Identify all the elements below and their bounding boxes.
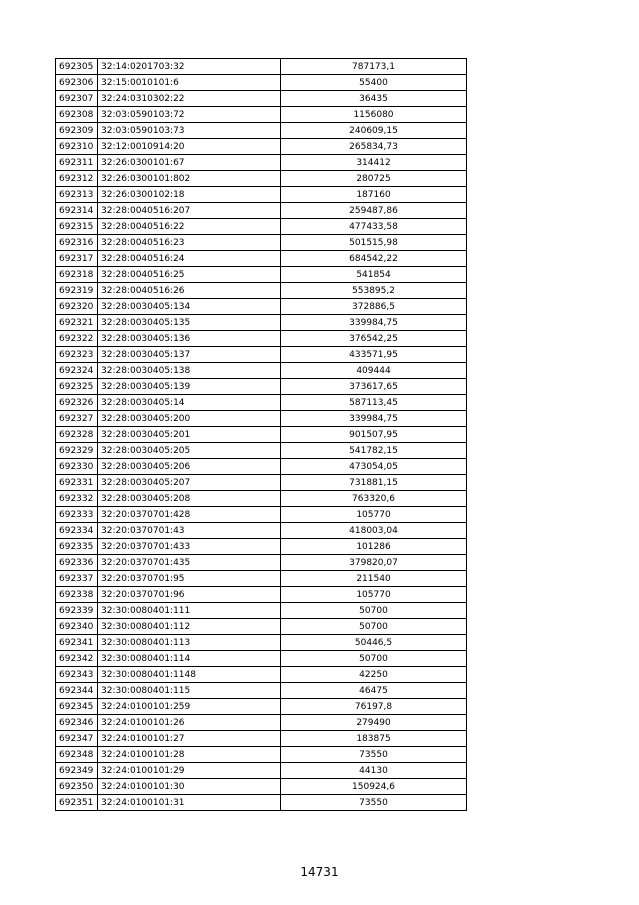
value-cell: 280725 (281, 171, 467, 187)
cadastral-number-cell: 32:03:0590103:73 (98, 123, 281, 139)
table-row (56, 395, 467, 411)
value-cell: 763320,6 (281, 491, 467, 507)
table-row (56, 715, 467, 731)
cadastral-number-cell: 32:15:0010101:6 (98, 75, 281, 91)
table-row (56, 587, 467, 603)
table-row (56, 635, 467, 651)
row-id-cell: 692343 (56, 667, 98, 683)
value-cell: 73550 (281, 795, 467, 811)
value-cell: 42250 (281, 667, 467, 683)
cadastral-number-cell: 32:24:0100101:30 (98, 779, 281, 795)
cadastral-number-cell: 32:28:0030405:205 (98, 443, 281, 459)
row-id-cell: 692342 (56, 651, 98, 667)
cadastral-number-cell: 32:28:0040516:25 (98, 267, 281, 283)
cadastral-number-cell: 32:24:0310302:22 (98, 91, 281, 107)
value-cell: 50700 (281, 619, 467, 635)
table-row (56, 731, 467, 747)
value-cell: 477433,58 (281, 219, 467, 235)
row-id-cell: 692335 (56, 539, 98, 555)
value-cell: 379820,07 (281, 555, 467, 571)
value-cell: 501515,98 (281, 235, 467, 251)
table-row (56, 187, 467, 203)
value-cell: 473054,05 (281, 459, 467, 475)
table-row (56, 779, 467, 795)
cadastral-number-cell: 32:28:0030405:136 (98, 331, 281, 347)
value-cell: 211540 (281, 571, 467, 587)
row-id-cell: 692330 (56, 459, 98, 475)
row-id-cell: 692312 (56, 171, 98, 187)
value-cell: 372886,5 (281, 299, 467, 315)
value-cell: 76197,8 (281, 699, 467, 715)
table-row (56, 507, 467, 523)
row-id-cell: 692334 (56, 523, 98, 539)
table-row (56, 219, 467, 235)
row-id-cell: 692324 (56, 363, 98, 379)
value-cell: 418003,04 (281, 523, 467, 539)
value-cell: 73550 (281, 747, 467, 763)
table-row (56, 651, 467, 667)
cadastral-number-cell: 32:28:0030405:139 (98, 379, 281, 395)
row-id-cell: 692347 (56, 731, 98, 747)
cadastral-number-cell: 32:30:0080401:114 (98, 651, 281, 667)
row-id-cell: 692320 (56, 299, 98, 315)
value-cell: 731881,15 (281, 475, 467, 491)
cadastral-number-cell: 32:28:0040516:24 (98, 251, 281, 267)
cadastral-number-cell: 32:24:0100101:26 (98, 715, 281, 731)
table-row (56, 699, 467, 715)
table-row (56, 331, 467, 347)
row-id-cell: 692348 (56, 747, 98, 763)
row-id-cell: 692332 (56, 491, 98, 507)
value-cell: 36435 (281, 91, 467, 107)
table-row (56, 459, 467, 475)
cadastral-number-cell: 32:28:0030405:208 (98, 491, 281, 507)
table-row (56, 683, 467, 699)
row-id-cell: 692326 (56, 395, 98, 411)
cadastral-number-cell: 32:30:0080401:113 (98, 635, 281, 651)
value-cell: 684542,22 (281, 251, 467, 267)
row-id-cell: 692317 (56, 251, 98, 267)
row-id-cell: 692325 (56, 379, 98, 395)
row-id-cell: 692333 (56, 507, 98, 523)
cadastral-number-cell: 32:26:0300101:802 (98, 171, 281, 187)
table-row (56, 139, 467, 155)
value-cell: 101286 (281, 539, 467, 555)
value-cell: 373617,65 (281, 379, 467, 395)
row-id-cell: 692350 (56, 779, 98, 795)
value-cell: 46475 (281, 683, 467, 699)
cadastral-number-cell: 32:28:0040516:22 (98, 219, 281, 235)
row-id-cell: 692346 (56, 715, 98, 731)
cadastral-number-cell: 32:28:0030405:200 (98, 411, 281, 427)
value-cell: 55400 (281, 75, 467, 91)
cadastral-number-cell: 32:30:0080401:1148 (98, 667, 281, 683)
row-id-cell: 692311 (56, 155, 98, 171)
row-id-cell: 692316 (56, 235, 98, 251)
cadastral-number-cell: 32:20:0370701:96 (98, 587, 281, 603)
cadastral-number-cell: 32:30:0080401:111 (98, 603, 281, 619)
table-row (56, 763, 467, 779)
table-row (56, 523, 467, 539)
records-table-body (56, 59, 467, 811)
table-row (56, 283, 467, 299)
row-id-cell: 692319 (56, 283, 98, 299)
row-id-cell: 692309 (56, 123, 98, 139)
table-row (56, 491, 467, 507)
cadastral-number-cell: 32:28:0030405:137 (98, 347, 281, 363)
value-cell: 187160 (281, 187, 467, 203)
value-cell: 541782,15 (281, 443, 467, 459)
value-cell: 240609,15 (281, 123, 467, 139)
cadastral-number-cell: 32:24:0100101:259 (98, 699, 281, 715)
row-id-cell: 692337 (56, 571, 98, 587)
value-cell: 314412 (281, 155, 467, 171)
cadastral-number-cell: 32:28:0030405:135 (98, 315, 281, 331)
value-cell: 259487,86 (281, 203, 467, 219)
table-row (56, 747, 467, 763)
cadastral-number-cell: 32:24:0100101:29 (98, 763, 281, 779)
row-id-cell: 692339 (56, 603, 98, 619)
table-row (56, 235, 467, 251)
table-row (56, 443, 467, 459)
table-row (56, 795, 467, 811)
row-id-cell: 692341 (56, 635, 98, 651)
row-id-cell: 692310 (56, 139, 98, 155)
value-cell: 339984,75 (281, 411, 467, 427)
cadastral-number-cell: 32:30:0080401:112 (98, 619, 281, 635)
cadastral-number-cell: 32:28:0030405:138 (98, 363, 281, 379)
cadastral-number-cell: 32:03:0590103:72 (98, 107, 281, 123)
value-cell: 279490 (281, 715, 467, 731)
records-table (55, 58, 467, 811)
row-id-cell: 692328 (56, 427, 98, 443)
table-row (56, 411, 467, 427)
cadastral-number-cell: 32:24:0100101:27 (98, 731, 281, 747)
value-cell: 376542,25 (281, 331, 467, 347)
table-row (56, 251, 467, 267)
row-id-cell: 692331 (56, 475, 98, 491)
cadastral-number-cell: 32:20:0370701:43 (98, 523, 281, 539)
value-cell: 44130 (281, 763, 467, 779)
table-row (56, 91, 467, 107)
table-row (56, 267, 467, 283)
row-id-cell: 692344 (56, 683, 98, 699)
row-id-cell: 692321 (56, 315, 98, 331)
cadastral-number-cell: 32:26:0300101:67 (98, 155, 281, 171)
table-row (56, 171, 467, 187)
table-row (56, 315, 467, 331)
value-cell: 339984,75 (281, 315, 467, 331)
row-id-cell: 692349 (56, 763, 98, 779)
value-cell: 265834,73 (281, 139, 467, 155)
row-id-cell: 692338 (56, 587, 98, 603)
cadastral-number-cell: 32:28:0030405:206 (98, 459, 281, 475)
value-cell: 901507,95 (281, 427, 467, 443)
table-row (56, 299, 467, 315)
value-cell: 553895,2 (281, 283, 467, 299)
row-id-cell: 692318 (56, 267, 98, 283)
value-cell: 105770 (281, 507, 467, 523)
table-row (56, 427, 467, 443)
value-cell: 787173,1 (281, 59, 467, 75)
row-id-cell: 692323 (56, 347, 98, 363)
row-id-cell: 692351 (56, 795, 98, 811)
value-cell: 150924,6 (281, 779, 467, 795)
value-cell: 1156080 (281, 107, 467, 123)
value-cell: 50700 (281, 651, 467, 667)
table-row (56, 107, 467, 123)
table-row (56, 571, 467, 587)
table-row (56, 59, 467, 75)
cadastral-number-cell: 32:20:0370701:435 (98, 555, 281, 571)
cadastral-number-cell: 32:28:0040516:23 (98, 235, 281, 251)
table-row (56, 75, 467, 91)
row-id-cell: 692308 (56, 107, 98, 123)
row-id-cell: 692305 (56, 59, 98, 75)
cadastral-number-cell: 32:24:0100101:31 (98, 795, 281, 811)
cadastral-number-cell: 32:26:0300102:18 (98, 187, 281, 203)
value-cell: 183875 (281, 731, 467, 747)
table-row (56, 379, 467, 395)
cadastral-number-cell: 32:14:0201703:32 (98, 59, 281, 75)
cadastral-number-cell: 32:28:0030405:134 (98, 299, 281, 315)
table-row (56, 203, 467, 219)
table-row (56, 603, 467, 619)
page-number: 14731 (300, 865, 339, 879)
row-id-cell: 692313 (56, 187, 98, 203)
cadastral-number-cell: 32:28:0040516:26 (98, 283, 281, 299)
table-row (56, 539, 467, 555)
cadastral-number-cell: 32:20:0370701:428 (98, 507, 281, 523)
row-id-cell: 692306 (56, 75, 98, 91)
value-cell: 587113,45 (281, 395, 467, 411)
row-id-cell: 692315 (56, 219, 98, 235)
value-cell: 541854 (281, 267, 467, 283)
cadastral-number-cell: 32:28:0030405:201 (98, 427, 281, 443)
table-row (56, 347, 467, 363)
table-row (56, 555, 467, 571)
cadastral-number-cell: 32:24:0100101:28 (98, 747, 281, 763)
row-id-cell: 692329 (56, 443, 98, 459)
cadastral-number-cell: 32:28:0030405:207 (98, 475, 281, 491)
row-id-cell: 692314 (56, 203, 98, 219)
value-cell: 50700 (281, 603, 467, 619)
row-id-cell: 692327 (56, 411, 98, 427)
cadastral-number-cell: 32:28:0040516:207 (98, 203, 281, 219)
row-id-cell: 692307 (56, 91, 98, 107)
value-cell: 50446,5 (281, 635, 467, 651)
cadastral-number-cell: 32:20:0370701:433 (98, 539, 281, 555)
cadastral-number-cell: 32:20:0370701:95 (98, 571, 281, 587)
value-cell: 433571,95 (281, 347, 467, 363)
table-row (56, 123, 467, 139)
row-id-cell: 692345 (56, 699, 98, 715)
value-cell: 409444 (281, 363, 467, 379)
value-cell: 105770 (281, 587, 467, 603)
cadastral-number-cell: 32:28:0030405:14 (98, 395, 281, 411)
row-id-cell: 692322 (56, 331, 98, 347)
table-row (56, 475, 467, 491)
row-id-cell: 692340 (56, 619, 98, 635)
table-row (56, 155, 467, 171)
row-id-cell: 692336 (56, 555, 98, 571)
table-row (56, 619, 467, 635)
cadastral-number-cell: 32:30:0080401:115 (98, 683, 281, 699)
table-row (56, 363, 467, 379)
table-row (56, 667, 467, 683)
cadastral-number-cell: 32:12:0010914:20 (98, 139, 281, 155)
